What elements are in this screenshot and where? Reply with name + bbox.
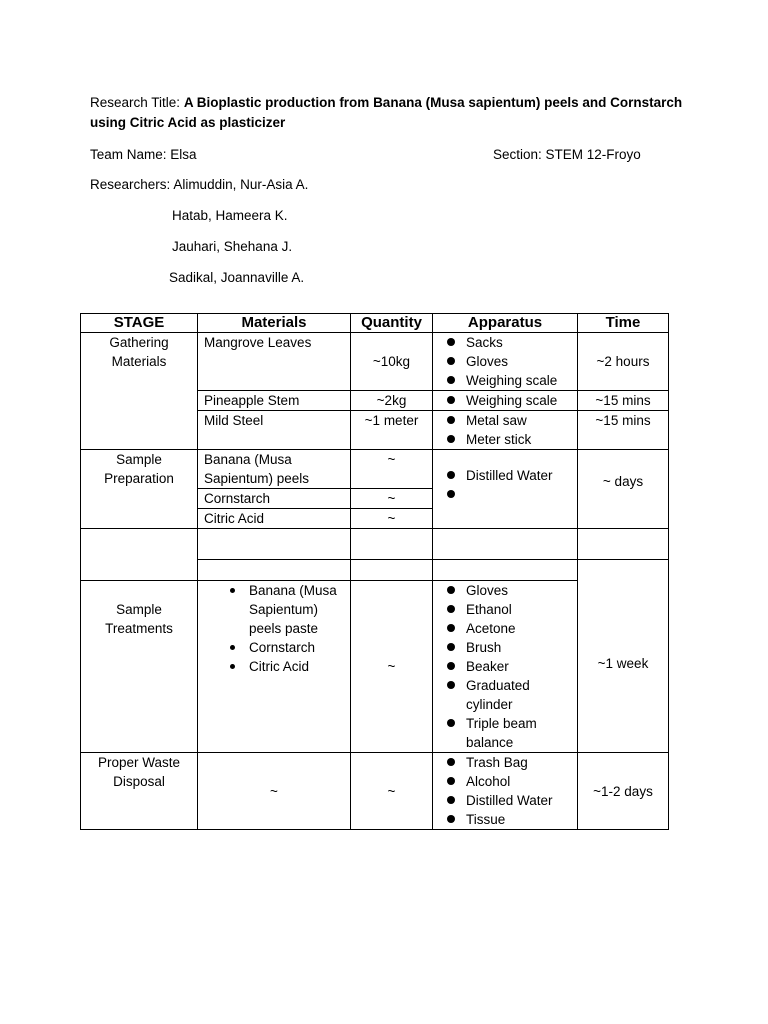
researcher-name: Hatab, Hameera K. [172, 208, 288, 223]
quantity-cell: ~2kg [351, 391, 433, 411]
material-cell: Mangrove Leaves [198, 333, 351, 391]
apparatus-cell [433, 333, 578, 391]
list-item: Beaker [439, 657, 571, 676]
empty-cell [198, 529, 351, 560]
quantity-cell: ~ [351, 753, 433, 830]
material-cell: Pineapple Stem [198, 391, 351, 411]
time-cell: ~15 mins [578, 391, 669, 411]
research-title-text-2: using Citric Acid as plasticizer [90, 115, 286, 130]
table-header-row [81, 314, 669, 333]
researcher-name: Sadikal, Joannaville A. [169, 270, 305, 285]
researchers-line-1 [90, 176, 308, 194]
list-item: Weighing scale [439, 371, 571, 390]
apparatus-cell [433, 450, 578, 529]
team-name: Team Name: Elsa [90, 147, 197, 162]
list-item: Cornstarch [204, 638, 344, 657]
material-cell: Citric Acid [198, 509, 351, 529]
table-row [81, 529, 669, 560]
time-cell: ~2 hours [578, 333, 669, 391]
apparatus-cell [433, 411, 578, 450]
quantity-cell: ~1 meter [351, 411, 433, 450]
researchers-label: Researchers: [90, 177, 171, 192]
quantity-cell: ~10kg [351, 333, 433, 391]
quantity-cell: ~ [351, 581, 433, 753]
empty-cell [433, 529, 578, 560]
list-item: Distilled Water [439, 791, 571, 810]
list-item: Acetone [439, 619, 571, 638]
list-item: Graduated cylinder [439, 676, 571, 714]
stage-disposal: Proper Waste Disposal [81, 753, 198, 830]
list-item: Tissue [439, 810, 571, 829]
list-item: Alcohol [439, 772, 571, 791]
quantity-cell: ~ [351, 450, 433, 489]
header-stage: STAGE [81, 314, 198, 333]
quantity-cell: ~ [351, 509, 433, 529]
list-item: Metal saw [439, 411, 571, 430]
stage-preparation: Sample Preparation [81, 450, 198, 529]
time-cell: ~1-2 days [578, 753, 669, 830]
empty-cell [81, 529, 198, 581]
list-item: Gloves [439, 352, 571, 371]
time-cell: ~1 week [578, 560, 669, 753]
stage-treatments: Sample Treatments [81, 581, 198, 753]
research-title-line-1 [90, 94, 682, 112]
research-title-text: A Bioplastic production from Banana (Musa sapientum) peels and Cornstarch [183, 95, 683, 110]
list-item: Citric Acid [204, 657, 344, 676]
time-cell: ~15 mins [578, 411, 669, 450]
list-item: Triple beam balance [439, 714, 571, 752]
table-row [81, 753, 669, 830]
quantity-cell: ~ [351, 489, 433, 509]
apparatus-cell [433, 753, 578, 830]
research-title-label: Research Title: [90, 95, 181, 110]
header-time: Time [578, 314, 669, 333]
material-cell: Banana (Musa Sapientum) peels [198, 450, 351, 489]
researcher-name: Alimuddin, Nur-Asia A. [173, 177, 309, 192]
list-item: Ethanol [439, 600, 571, 619]
material-cell: Mild Steel [198, 411, 351, 450]
empty-cell [433, 560, 578, 581]
table-row [81, 333, 669, 391]
time-cell: ~ days [578, 450, 669, 529]
section: Section: STEM 12-Froyo [493, 147, 641, 162]
material-cell: Cornstarch [198, 489, 351, 509]
empty-cell [578, 529, 669, 560]
list-item: Gloves [439, 581, 571, 600]
researcher-name: Jauhari, Shehana J. [172, 239, 293, 254]
research-title-line-2 [90, 114, 285, 132]
apparatus-cell [433, 391, 578, 411]
material-cell [198, 581, 351, 753]
list-item: Distilled Water [439, 466, 571, 485]
list-item [439, 485, 571, 504]
list-item: Banana (Musa Sapientum) peels paste [204, 581, 344, 638]
stage-gathering: Gathering Materials [81, 333, 198, 450]
table-row [81, 450, 669, 489]
header-apparatus: Apparatus [433, 314, 578, 333]
empty-cell [198, 560, 351, 581]
empty-cell [351, 560, 433, 581]
header-materials: Materials [198, 314, 351, 333]
list-item: Trash Bag [439, 753, 571, 772]
header-quantity: Quantity [351, 314, 433, 333]
list-item: Weighing scale [439, 391, 571, 410]
empty-cell [351, 529, 433, 560]
list-item: Sacks [439, 333, 571, 352]
list-item: Meter stick [439, 430, 571, 449]
material-cell: ~ [198, 753, 351, 830]
list-item: Brush [439, 638, 571, 657]
apparatus-cell [433, 581, 578, 753]
stage-table [80, 313, 669, 830]
